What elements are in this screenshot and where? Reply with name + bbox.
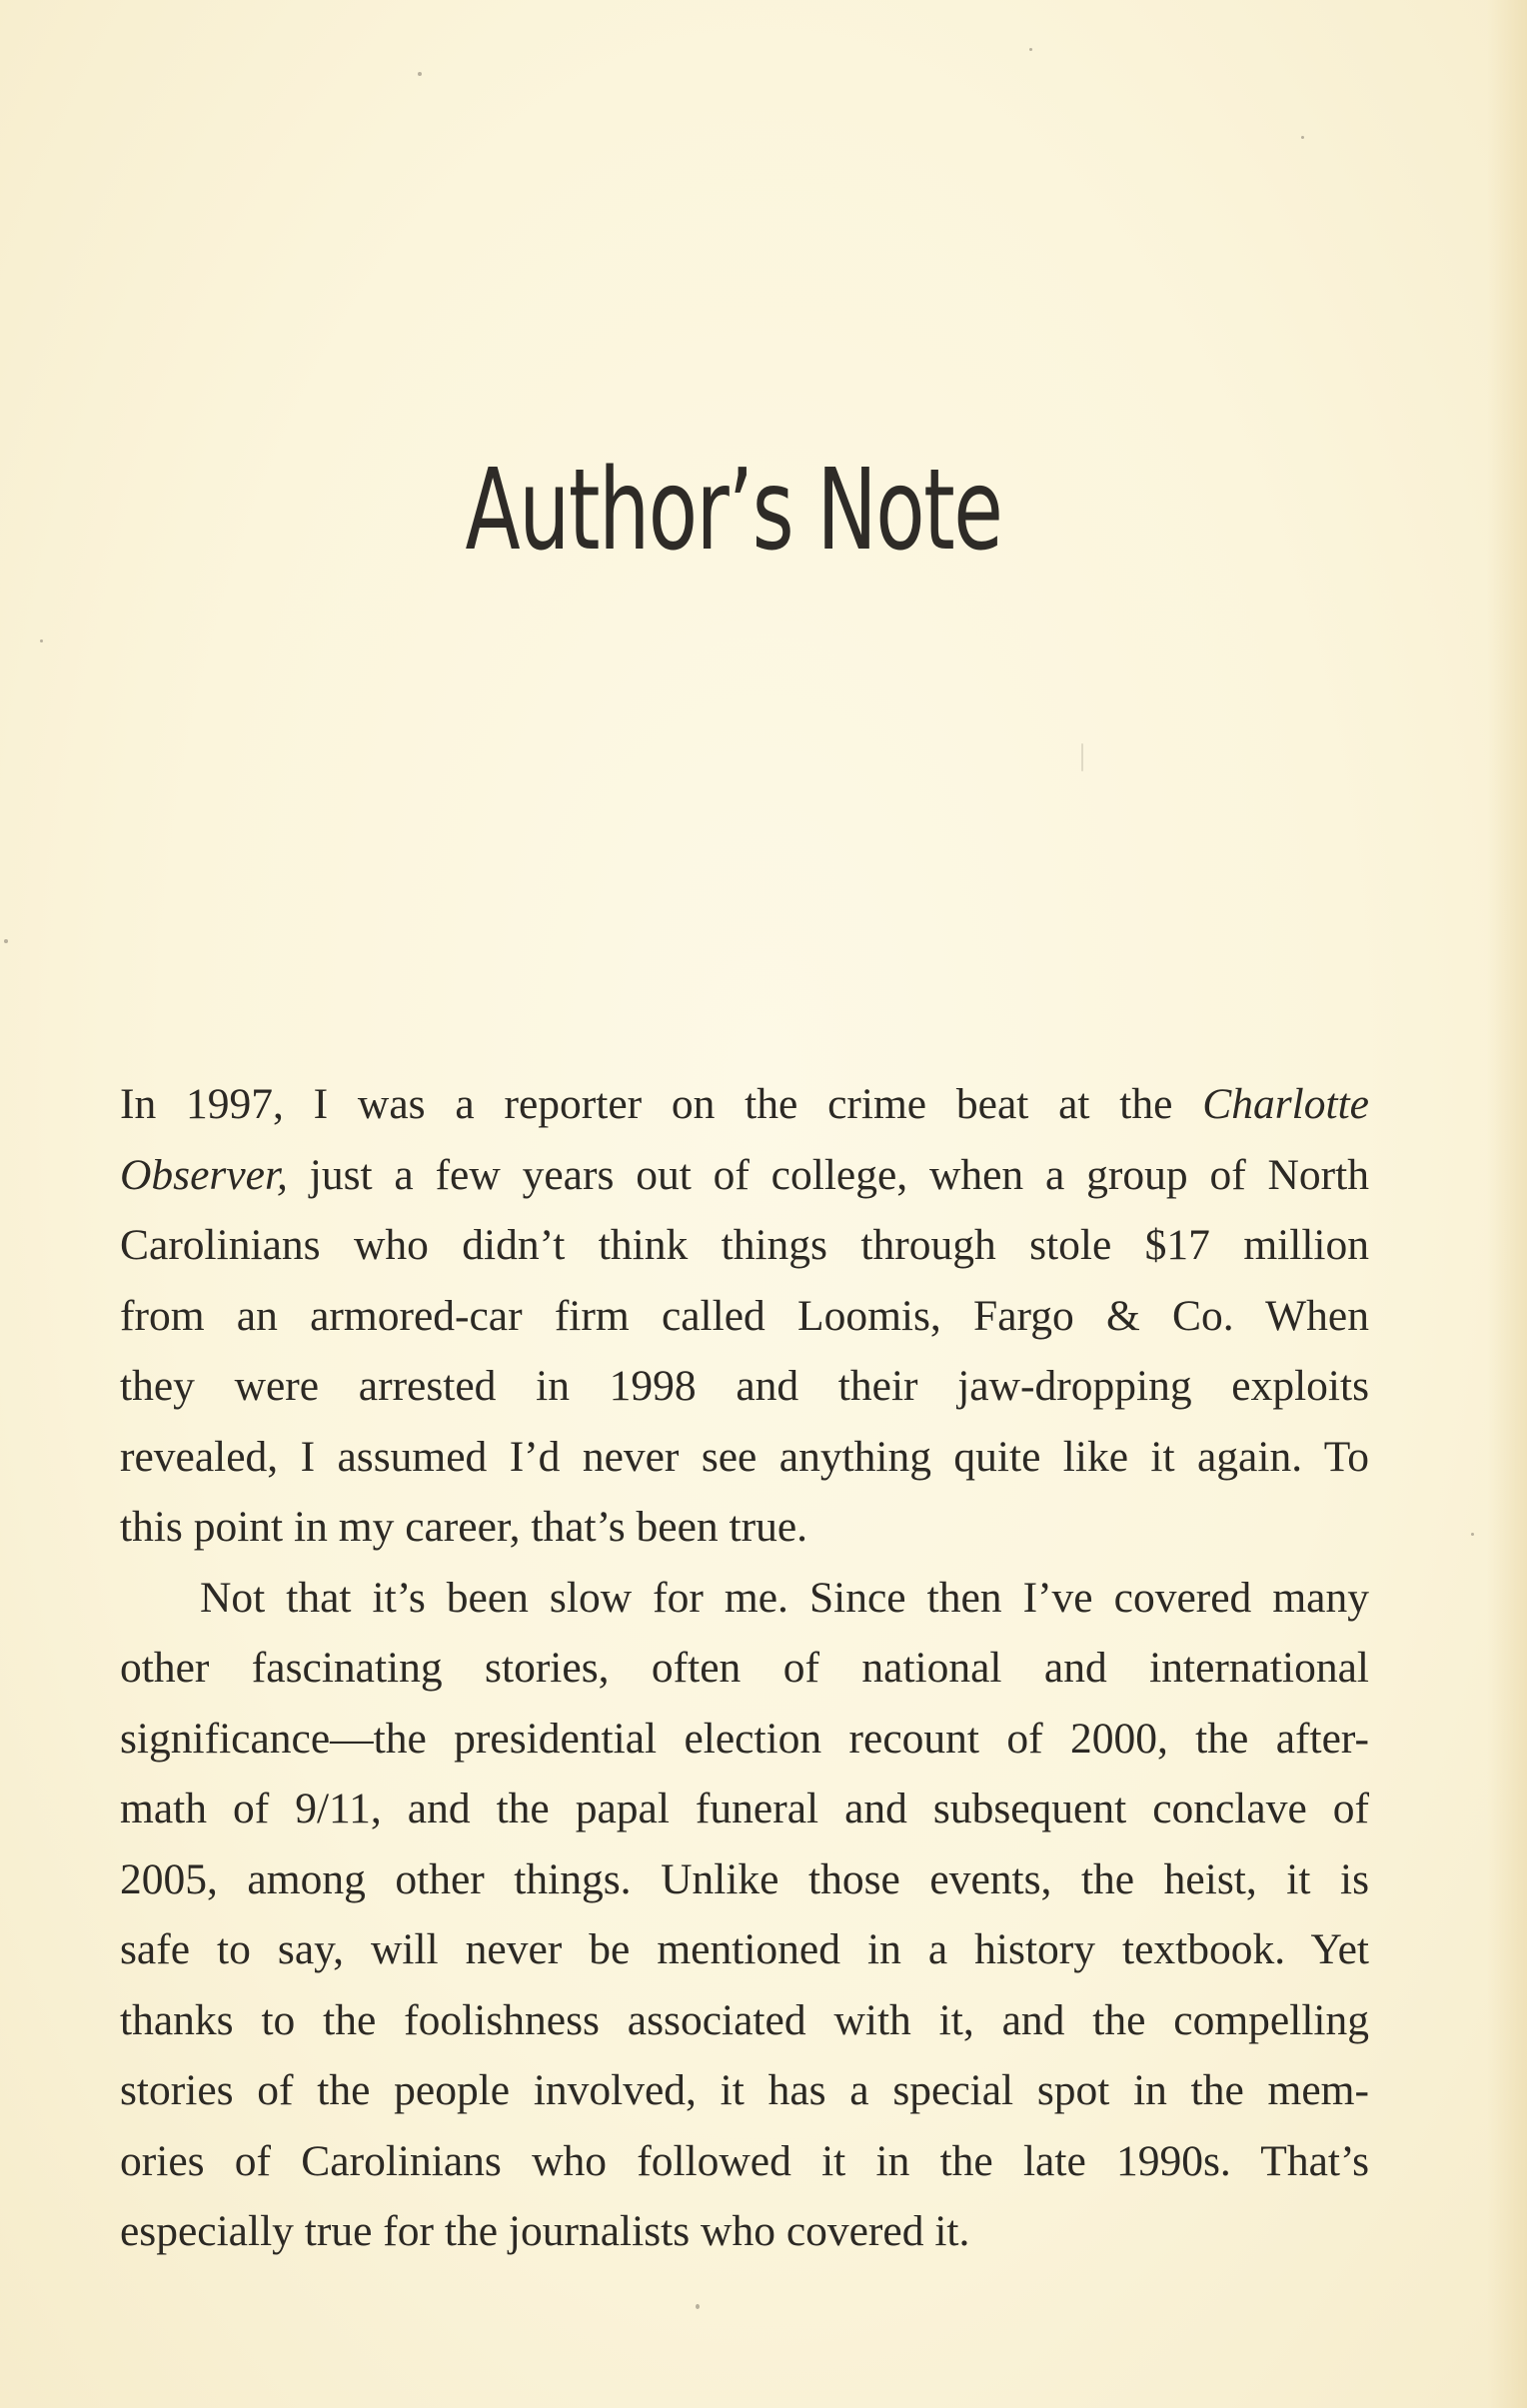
- text-line: [120, 2055, 1369, 2126]
- text-run: Not that it’s been slow for me. Since then I’ve covered many: [200, 1573, 1369, 1622]
- paper-speck: [696, 2304, 700, 2309]
- text-run: just a few years out of college, when a group of North: [287, 1150, 1369, 1199]
- text-run: math of 9/11, and the papal funeral and subsequent conclave of: [120, 1785, 1369, 1832]
- text-run: significance—the presidential election recount of 2000, the after-: [120, 1714, 1369, 1763]
- text-line: [120, 1492, 1369, 1563]
- text-line: [120, 1774, 1369, 1844]
- text-run: safe to say, will never be mentioned in a history textbook. Yet: [120, 1925, 1369, 1973]
- text-run: thanks to the foolishness associated with it, and the compelling: [120, 1995, 1369, 2044]
- paper-speck: [40, 639, 43, 642]
- text-line: [120, 1422, 1369, 1493]
- text-run: Carolinians who didn’t think things through stole $17 million: [120, 1221, 1369, 1269]
- text-line: [120, 1210, 1369, 1281]
- paper-speck: [1471, 1533, 1474, 1536]
- text-run: from an armored-car firm called Loomis, Fargo & Co. When: [120, 1291, 1369, 1340]
- body-text: [120, 1069, 1369, 2267]
- paper-speck: [418, 72, 422, 76]
- text-run: this point in my career, that’s been true.: [120, 1503, 808, 1551]
- text-run: revealed, I assumed I’d never see anything quite like it again. To: [120, 1432, 1369, 1481]
- paper-speck: [1301, 136, 1304, 139]
- text-run: In 1997, I was a reporter on the crime beat at the: [120, 1080, 1203, 1128]
- page-edge-shade: [1487, 0, 1527, 2408]
- text-line: [120, 1140, 1369, 1211]
- paragraph-2: [120, 1563, 1369, 2267]
- text-line: [120, 1985, 1369, 2056]
- paper-speck: [1081, 743, 1083, 771]
- text-line: [120, 1351, 1369, 1422]
- page-title: Author’s Note: [465, 446, 1002, 576]
- text-run: ories of Carolinians who followed it in the late 1990s. That’s: [120, 2136, 1369, 2185]
- text-line: [120, 2196, 1369, 2267]
- text-run: other fascinating stories, often of national and international: [120, 1644, 1369, 1692]
- text-run: stories of the people involved, it has a special spot in the mem-: [120, 2066, 1369, 2114]
- text-line: [120, 1914, 1369, 1985]
- text-line: [120, 1704, 1369, 1775]
- text-line: [120, 2126, 1369, 2197]
- text-run: especially true for the journalists who covered it.: [120, 2207, 970, 2255]
- paragraph-1: [120, 1069, 1369, 1563]
- italic-text-run: Observer,: [120, 1150, 288, 1199]
- text-line: [120, 1633, 1369, 1704]
- text-line: [120, 1281, 1369, 1352]
- text-line: [120, 1069, 1369, 1140]
- italic-text-run: Charlotte: [1202, 1080, 1369, 1128]
- text-run: they were arrested in 1998 and their jaw-dropping exploits: [120, 1362, 1369, 1410]
- text-run: 2005, among other things. Unlike those events, the heist, it is: [120, 1854, 1369, 1903]
- text-line: [120, 1563, 1369, 1634]
- paper-speck: [1029, 48, 1032, 51]
- paper-speck: [4, 939, 8, 943]
- text-line: [120, 1844, 1369, 1915]
